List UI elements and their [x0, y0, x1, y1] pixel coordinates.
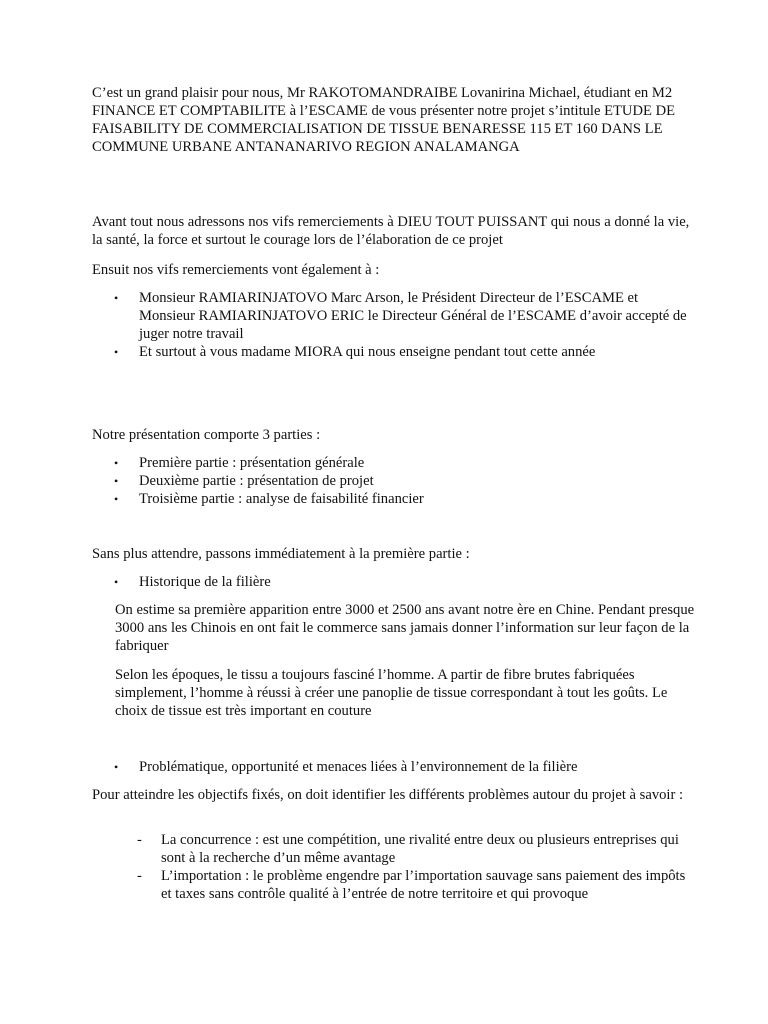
problem-list — [92, 831, 692, 903]
thanks-next-paragraph: Ensuit nos vifs remerciements vont également à : — [92, 262, 380, 278]
list-item — [92, 573, 692, 591]
list-item — [92, 490, 692, 508]
intro-paragraph: C’est un grand plaisir pour nous, Mr RAKOTOMANDRAIBE Lovanirina Michael, étudiant en M2 FINANCE ET COMPTABILITE à l’ESCAME de vous présenter notre projet s’intitule ETUDE DE FAISABILITY DE COMMERCIALISATION DE TISSUE BENARESSE 115 ET 160 DANS LE COMMUNE URBANE ANTANANARIVO REGION ANALAMANGA — [92, 85, 676, 155]
list-item-text: Troisième partie : analyse de faisabilité financier — [139, 491, 424, 507]
history-title: Historique de la filière — [139, 574, 271, 590]
bullet-icon: • — [114, 474, 119, 488]
history-paragraph-1: On estime sa première apparition entre 3000 et 2500 ans avant notre ère en Chine. Pendant presque 3000 ans les Chinois en ont fait le commerce sans jamais donner l’information sur leur façon de la fabriquer — [115, 602, 695, 654]
problem-intro-paragraph: Pour atteindre les objectifs fixés, on doit identifier les différents problèmes autour du projet à savoir : — [92, 787, 684, 803]
list-item — [92, 831, 692, 867]
history-heading-list — [92, 573, 692, 591]
problem-heading-list — [92, 758, 692, 776]
thanks-list — [92, 289, 692, 361]
bullet-icon: • — [114, 456, 119, 470]
thanks-paragraph: Avant tout nous adressons nos vifs remerciements à DIEU TOUT PUISSANT qui nous a donné la vie, la santé, la force et surtout le courage lors de l’élaboration de ce projet — [92, 214, 690, 248]
list-item — [92, 289, 692, 343]
bullet-icon: • — [114, 492, 119, 506]
list-item — [92, 343, 692, 361]
list-item-text: La concurrence : est une compétition, une rivalité entre deux ou plusieurs entreprises qui sont à la recherche d’un même avantage — [161, 832, 679, 866]
list-item-text: Deuxième partie : présentation de projet — [139, 473, 374, 489]
list-item-text: Première partie : présentation générale — [139, 455, 365, 471]
list-item — [92, 472, 692, 490]
bullet-icon: • — [114, 345, 119, 359]
list-item — [92, 758, 692, 776]
plan-list — [92, 454, 692, 508]
list-item-text: Monsieur RAMIARINJATOVO Marc Arson, le Président Directeur de l’ESCAME et Monsieur RAMIARINJATOVO ERIC le Directeur Général de l’ESCAME d’avoir accepté de juger notre travail — [139, 290, 687, 342]
dash-icon: - — [137, 868, 142, 884]
list-item — [92, 454, 692, 472]
problem-title: Problématique, opportunité et menaces liées à l’environnement de la filière — [139, 759, 578, 775]
dash-icon: - — [137, 832, 142, 848]
list-item — [92, 867, 692, 903]
plan-intro-paragraph: Notre présentation comporte 3 parties : — [92, 427, 321, 443]
history-paragraph-2: Selon les époques, le tissu a toujours fasciné l’homme. A partir de fibre brutes fabriquées simplement, l’homme à réussi à créer une panoplie de tissue correspondant à tout les goûts. Le choix de tissue est très important en couture — [115, 667, 668, 719]
bullet-icon: • — [114, 291, 119, 305]
bullet-icon: • — [114, 575, 119, 589]
bullet-icon: • — [114, 760, 119, 774]
list-item-text: L’importation : le problème engendre par l’importation sauvage sans paiement des impôts et taxes sans contrôle qualité à l’entrée de notre territoire et qui provoque — [161, 868, 686, 902]
list-item-text: Et surtout à vous madame MIORA qui nous enseigne pendant tout cette année — [139, 344, 596, 360]
start-paragraph: Sans plus attendre, passons immédiatement à la première partie : — [92, 546, 470, 562]
